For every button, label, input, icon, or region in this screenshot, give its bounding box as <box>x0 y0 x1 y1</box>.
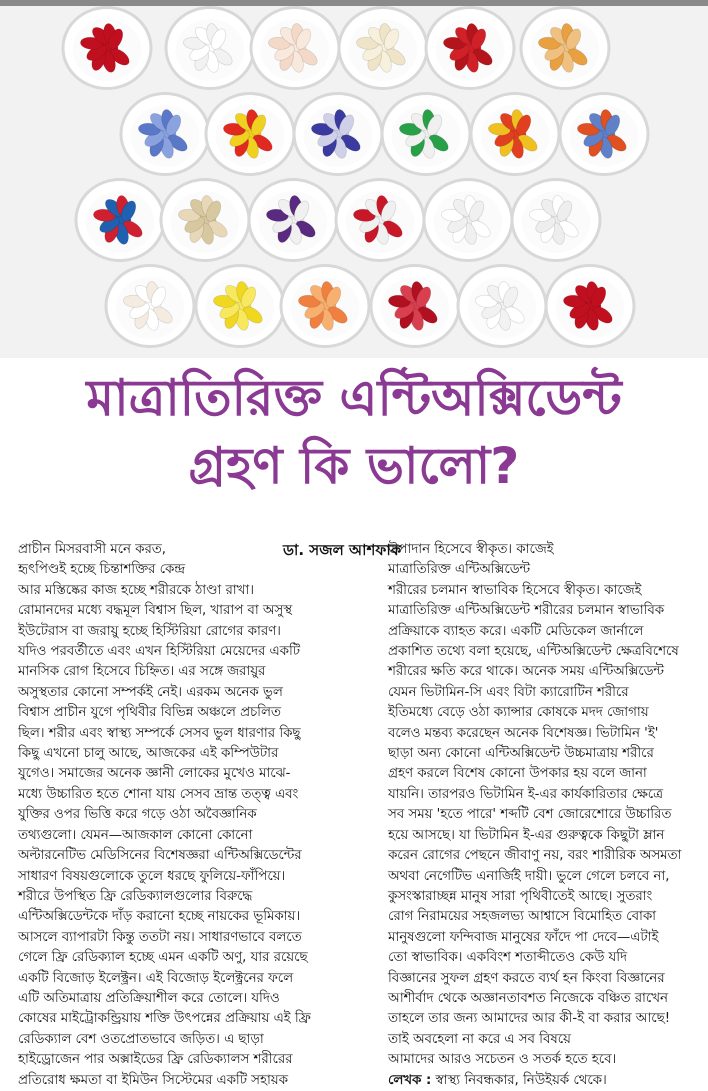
pill-cup <box>371 266 459 347</box>
headline-line-2: গ্রহণ কি ভালো? <box>188 437 520 495</box>
text-line: হয়ে আসছে। যা ভিটামিন ই-এর গুরুত্বকে কিছুটা ম্লান <box>388 827 665 843</box>
pill-cup <box>339 8 427 89</box>
text-line: অল্টারনেটিভ মেডিসিনের বিশেষজ্ঞরা এন্টিঅক্সিডেন্টের <box>18 848 302 864</box>
pill-cup <box>382 94 470 175</box>
text-line: যেমন ভিটামিন-সি এবং বিটা ক্যারোটিন শরীরে <box>388 684 629 700</box>
pill-cup <box>206 94 294 175</box>
text-line: যুক্তির ওপর ভিত্তি করে গড়ে ওঠা অবৈজ্ঞানিক <box>18 807 257 823</box>
pill-cup <box>161 180 249 261</box>
text-line: সব সময় 'হতে পারে' শব্দটি বেশ জোরেশোরে উচ্চারিত <box>388 807 672 823</box>
text-line: বিশ্বাস প্রাচীন যুগে পৃথিবীর বিভিন্ন অঞ্চলে প্রচলিত <box>18 705 281 721</box>
text-line: তাহলে তার জন্য আমাদের আর কী-ই বা করার আছে! <box>388 1011 671 1027</box>
text-line: ইতিমধ্যে বেড়ে ওঠা ক্যান্সার কোষকে মদদ জোগায় <box>388 705 649 721</box>
pill-cup <box>294 94 382 175</box>
byline-text: স্বাস্থ্য নিবন্ধকার, নিউইয়র্ক থেকে। <box>435 1072 607 1088</box>
text-line: কুসংস্কারাচ্ছন্ন মানুষ সারা পৃথিবীতেই আছে। সুতরাং <box>388 888 653 904</box>
text-line: রোগ নিরাময়ের সহজলভ্য আশ্বাসে বিমোহিত বোকা <box>388 909 656 925</box>
text-line: যায়নি। তারপরও ভিটামিন ই-এর কার্যকারিতার ক্ষেত্রে <box>388 786 663 802</box>
text-line: শরীরের চলমান স্বাভাবিক হিসেবে স্বীকৃত। কাজেই <box>388 582 642 598</box>
text-line: আসলে ব্যাপারটা কিন্তু ততটা নয়। সাধারণভাবে বলতে <box>18 929 302 945</box>
text-line: হাইড্রোজেন পার অক্সাইডের ফ্রি রেডিক্যালস শরীরের <box>18 1052 293 1068</box>
pill-cup <box>471 94 559 175</box>
text-line: বলেও মন্তব্য করেছেন অনেক বিশেষজ্ঞ। ভিটামিন 'ই' <box>388 725 659 741</box>
text-line: ছাড়া অন্য কোনো এন্টিঅক্সিডেন্ট উচ্চমাত্রায় শরীরে <box>388 746 654 762</box>
headline-line-1: মাত্রাতিরিক্ত এন্টিঅক্সিডেন্ট <box>86 369 622 427</box>
text-line: গ্রহণ করলে বিশেষ কোনো উপকার হয় বলে জানা <box>388 766 647 782</box>
text-line: মাত্রাতিরিক্ত এন্টিঅক্সিডেন্ট শরীরের চলমান স্বাভাবিক <box>388 603 665 619</box>
text-line: প্রক্রিয়াকে ব্যাহত করে। একটি মেডিকেল জার্নালে <box>388 623 644 639</box>
byline-label: লেখক : <box>388 1072 432 1088</box>
text-line: প্রাচীন মিসরবাসী মনে করত, <box>18 542 166 557</box>
pill-cup <box>76 180 164 261</box>
text-line: উপাদান হিসেবে স্বীকৃত। কাজেই <box>388 542 554 557</box>
text-line: মানুষগুলো ফন্দিবাজ মানুষের ফাঁদে পা দেবে—এটাই <box>388 929 659 945</box>
text-line: প্রকাশিত তথ্যে বলা হয়েছে, এন্টিঅক্সিডেন্ট ক্ষেত্রবিশেষে <box>388 644 679 660</box>
text-line: কোষের মাইট্রোকন্ড্রিয়ায় শক্তি উৎপন্নের প্রক্রিয়ায় এই ফ্রি <box>18 1011 311 1027</box>
author-name: ডা. সজল আশফাক <box>283 541 402 559</box>
headline <box>0 364 708 500</box>
text-line: গেলে ফ্রি রেডিক্যাল হচ্ছে এমন একটি অণু, যার রয়েছে <box>18 950 308 966</box>
hero-image-pill-cups <box>0 6 708 358</box>
article-body <box>18 540 698 1088</box>
pill-cup <box>458 266 546 347</box>
pill-cup <box>106 266 194 347</box>
text-line: অসুস্থতার কোনো সম্পর্কই নেই। এরকম অনেক ভুল <box>18 684 283 700</box>
text-line: শরীরে উপস্থিত ফ্রি রেডিক্যালগুলোর বিরুদ্ধে <box>18 888 253 904</box>
article-column-1 <box>18 540 378 1091</box>
pill-cup <box>166 8 254 89</box>
text-line: তো স্বাভাবিক। একবিংশ শতাব্দীতেও কেউ যদি <box>388 950 628 966</box>
article-column-2 <box>388 540 688 1091</box>
text-line: করেন রোগের পেছনে জীবাণু নয়, বরং শারীরিক অসমতা <box>388 848 682 864</box>
text-line: সাধারণ বিষয়গুলোকে তুলে ধরছে ফুলিয়ে-ফাঁপিয়ে। <box>18 868 286 884</box>
text-line: মাত্রাতিরিক্ত এন্টিঅক্সিডেন্ট <box>388 562 530 578</box>
text-line: রোমানদের মধ্যে বদ্ধমূল বিশ্বাস ছিল, খারাপ বা অসুস্থ <box>18 603 293 619</box>
text-line: ইউটেরাস বা জরায়ু হচ্ছে হিস্টিরিয়া রোগের কারণ। <box>18 623 281 639</box>
text-line: তাই অবহেলা না করে এ সব বিষয়ে <box>388 1031 571 1047</box>
pill-cup <box>63 8 151 89</box>
pills-illustration <box>0 6 708 358</box>
text-line: হৃৎপিণ্ডই হচ্ছে চিন্তাশক্তির কেন্দ্র <box>18 562 186 578</box>
pill-cup <box>196 266 284 347</box>
text-line: মানসিক রোগ হিসেবে চিহ্নিত। এর সঙ্গে জরায়ুর <box>18 664 266 680</box>
text-line: তথ্যগুলো। যেমন—আজকাল কোনো কোনো <box>18 827 253 843</box>
text-line: বিজ্ঞানের সুফল গ্রহণ করতে ব্যর্থ হন কিংবা বিজ্ঞানের <box>388 970 665 986</box>
text-line: অথবা নেগেটিভ এনার্জিই দায়ী। ভুলে গেলে চলবে না, <box>388 868 670 884</box>
pill-cup <box>546 266 634 347</box>
pill-cup <box>521 8 609 89</box>
text-line: শরীরের ক্ষতি করে থাকে। অনেক সময় এন্টিঅক্সিডেন্ট <box>388 664 664 680</box>
pill-cup <box>560 94 648 175</box>
text-line: রেডিক্যাল বেশ ওতপ্রোতভাবে জড়িত। এ ছাড়া <box>18 1031 264 1047</box>
text-line: এন্টিঅক্সিডেন্টকে দাঁড় করানো হচ্ছে নায়কের ভূমিকায়। <box>18 909 301 925</box>
pill-cup <box>426 8 514 89</box>
pill-cup <box>512 180 600 261</box>
text-line: আর মস্তিষ্কের কাজ হচ্ছে শরীরকে ঠাণ্ডা রাখা। <box>18 582 254 598</box>
pill-cup <box>281 266 369 347</box>
text-line: একটি বিজোড় ইলেক্ট্রন। এই বিজোড় ইলেক্ট্রনের ফলে <box>18 970 294 986</box>
pill-cup <box>336 180 424 261</box>
text-line: যদিও পরবর্তীতে এবং এখন হিস্টিরিয়া মেয়েদের একটি <box>18 644 300 660</box>
pill-cup <box>249 180 337 261</box>
pill-cup <box>251 8 339 89</box>
pill-cup <box>424 180 512 261</box>
text-line: আমাদের আরও সচেতন ও সতর্ক হতে হবে। <box>388 1052 617 1068</box>
text-line: আশীর্বাদ থেকে অজ্ঞানতাবশত নিজেকে বঞ্চিত রাখেন <box>388 990 668 1006</box>
pill-cup <box>121 94 209 175</box>
text-line: যুগেও। সমাজের অনেক জ্ঞানী লোকের মুখেও মাঝে- <box>18 766 291 782</box>
text-line: ছিল। শরীর এবং স্বাস্থ্য সম্পর্কে সেসব ভুল ধারণার কিছু <box>18 725 301 741</box>
text-line: এটি অতিমাত্রায় প্রতিক্রিয়াশীল করে তোলে। যদিও <box>18 990 280 1006</box>
text-line: প্রতিরোধ ক্ষমতা বা ইমিউন সিস্টেমের একটি সহায়ক <box>18 1072 288 1088</box>
text-line: কিছু এখনো চালু আছে, আজকের এই কম্পিউটার <box>18 746 279 762</box>
text-line: মধ্যে উচ্চারিত হতে শোনা যায় সেসব ভ্রান্ত তত্ত্ব এবং <box>18 786 299 802</box>
